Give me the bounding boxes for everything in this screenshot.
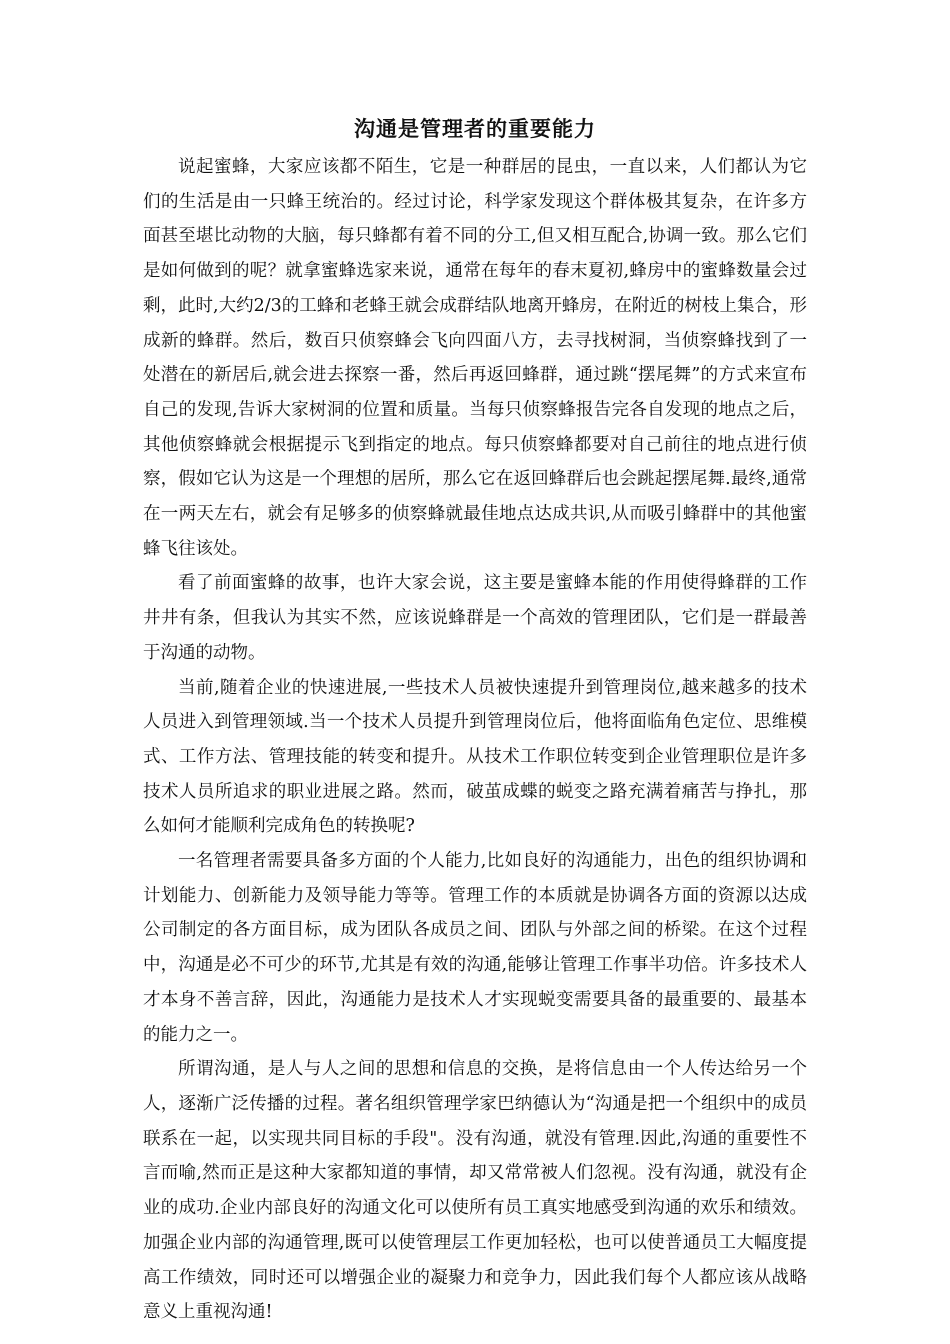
paragraph-tech-to-manager: 当前,随着企业的快速进展,一些技术人员被快速提升到管理岗位,越来越多的技术人员进入到管理领域.当一个技术人员提升到管理岗位后，他将面临角色定位、思维模式、工作方法、管理技能的转变和提升。从技术工作职位转变到企业管理职位是许多技术人员所追求的职业进展之路。然而，破茧成蝶的蜕变之路充满着痛苦与挣扎，那么如何才能顺利完成角色的转换呢? [143, 677, 807, 837]
paragraph-bee-team: 看了前面蜜蜂的故事，也许大家会说，这主要是蜜蜂本能的作用使得蜂群的工作井井有条，但我认为其实不然，应该说蜂群是一个高效的管理团队，它们是一群最善于沟通的动物。 [143, 573, 807, 663]
document-page [143, 112, 807, 1330]
paragraph-communication-definition: 所谓沟通，是人与人之间的思想和信息的交换，是将信息由一个人传达给另一个人，逐渐广泛传播的过程。著名组织管理学家巴纳德认为“沟通是把一个组织中的成员联系在一起，以实现共同目标的手段"。没有沟通，就没有管理.因此,沟通的重要性不言而喻,然而正是这种大家都知道的事情，却又常常被人们忽视。没有沟通，就没有企业的成功.企业内部良好的沟通文化可以使所有员工真实地感受到沟通的欢乐和绩效。加强企业内部的沟通管理,既可以使管理层工作更加轻松，也可以使普通员工大幅度提高工作绩效，同时还可以增强企业的凝聚力和竞争力，因此我们每个人都应该从战略意义上重视沟通! [143, 1059, 807, 1323]
document-title: 沟通是管理者的重要能力 [354, 117, 596, 141]
paragraph-manager-abilities: 一名管理者需要具备多方面的个人能力,比如良好的沟通能力，出色的组织协调和计划能力、创新能力及领导能力等等。管理工作的本质就是协调各方面的资源以达成公司制定的各方面目标，成为团队各成员之间、团队与外部之间的桥梁。在这个过程中，沟通是必不可少的环节,尤其是有效的沟通,能够让管理工作事半功倍。许多技术人才本身不善言辞，因此，沟通能力是技术人才实现蜕变需要具备的最重要的、最基本的能力之一。 [143, 851, 807, 1045]
paragraph-bees: 说起蜜蜂，大家应该都不陌生，它是一种群居的昆虫，一直以来，人们都认为它们的生活是由一只蜂王统治的。经过讨论，科学家发现这个群体极其复杂，在许多方面甚至堪比动物的大脑，每只蜂都有着不同的分工,但又相互配合,协调一致。那么它们是如何做到的呢？就拿蜜蜂选家来说，通常在每年的春末夏初,蜂房中的蜜蜂数量会过剩，此时,大约2/3的工蜂和老蜂王就会成群结队地离开蜂房，在附近的树枝上集合，形成新的蜂群。然后，数百只侦察蜂会飞向四面八方，去寻找树洞，当侦察蜂找到了一处潜在的新居后,就会进去探察一番，然后再返回蜂群，通过跳“摆尾舞”的方式来宣布自己的发现,告诉大家树洞的位置和质量。当每只侦察蜂报告完各自发现的地点之后，其他侦察蜂就会根据提示飞到指定的地点。每只侦察蜂都要对自己前往的地点进行侦察，假如它认为这是一个理想的居所，那么它在返回蜂群后也会跳起摆尾舞.最终,通常在一两天左右，就会有足够多的侦察蜂就最佳地点达成共识,从而吸引蜂群中的其他蜜蜂飞往该处。 [143, 157, 807, 559]
